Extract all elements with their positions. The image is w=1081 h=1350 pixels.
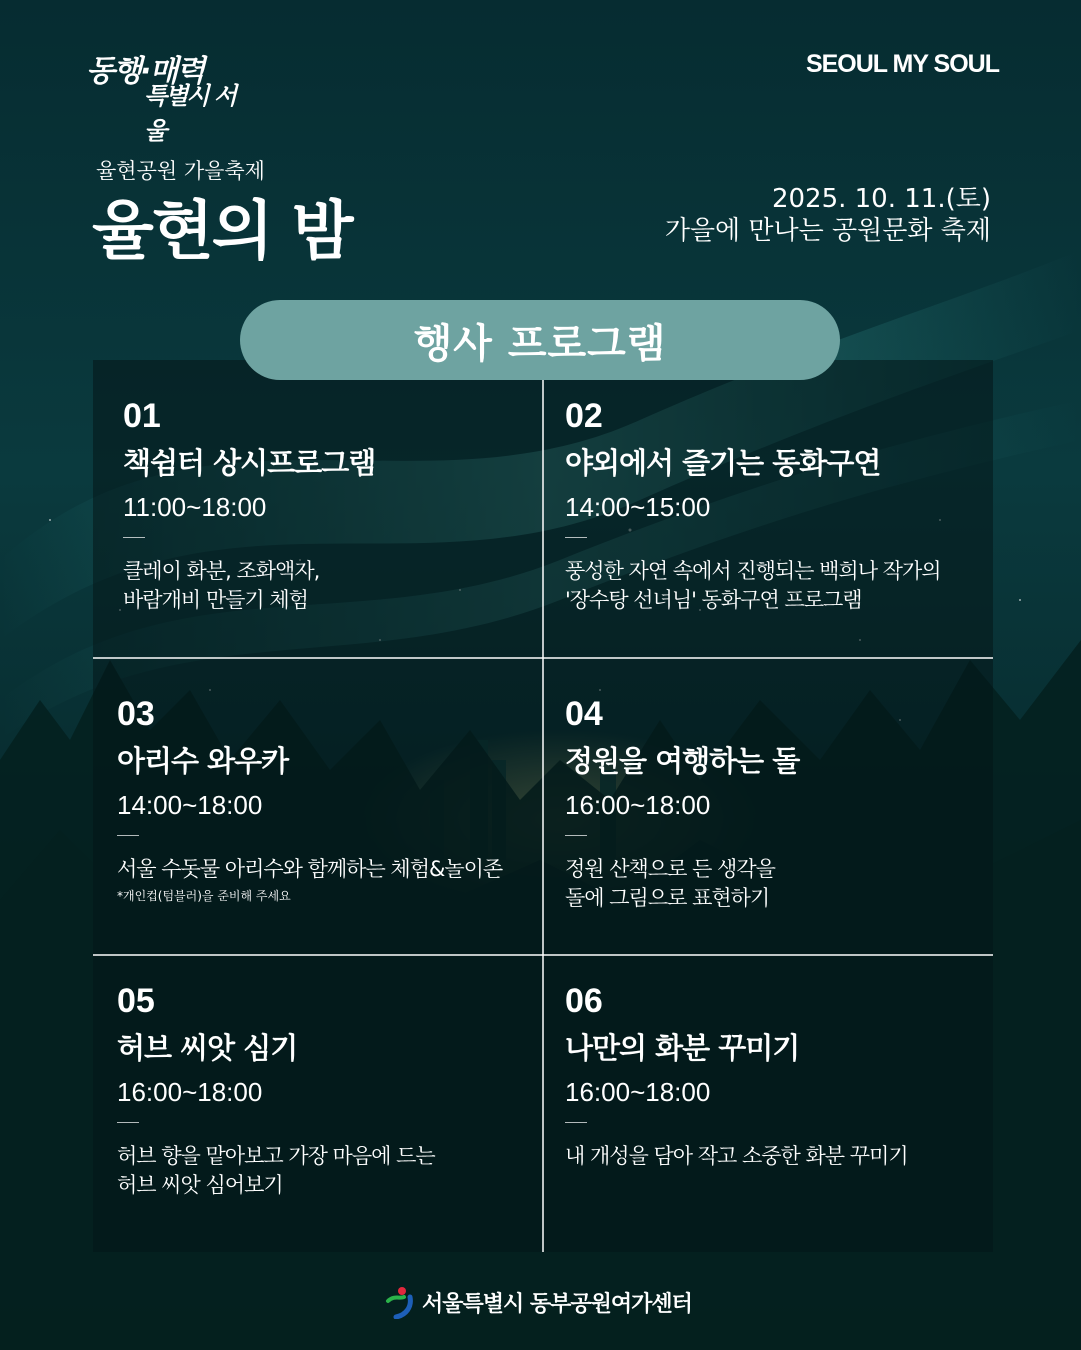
program-heading: 행사 프로그램 (240, 300, 840, 380)
program-description-line: 돌에 그림으로 표현하기 (565, 886, 770, 910)
event-info (665, 183, 991, 247)
program-number: 03 (117, 695, 155, 733)
program-note: *개인컵(텀블러)을 준비해 주세요 (117, 889, 291, 903)
program-dash (565, 537, 587, 538)
program-time: 11:00~18:00 (123, 492, 267, 522)
program-time: 14:00~15:00 (565, 492, 711, 522)
program-time: 16:00~18:00 (565, 1077, 711, 1107)
program-name: 아리수 와우카 (117, 744, 289, 778)
program-description-line: '장수탕 선녀님' 동화구연 프로그램 (565, 588, 862, 612)
program-description (117, 855, 502, 884)
program-description-line: 풍성한 자연 속에서 진행되는 백희나 작가의 (565, 559, 941, 583)
program-description (123, 557, 319, 615)
event-title: 율현의 밤 (92, 195, 352, 269)
program-number: 05 (117, 982, 155, 1020)
program-number: 04 (565, 695, 603, 733)
program-description-line: 정원 산책으로 든 생각을 (565, 857, 775, 881)
seoul-my-soul-logo: SEOUL MY SOUL (805, 50, 999, 78)
program-name: 허브 씨앗 심기 (117, 1031, 298, 1065)
program-time: 16:00~18:00 (117, 1077, 263, 1107)
event-tagline: 가을에 만나는 공원문화 축제 (664, 216, 991, 246)
program-description-line: 서울 수돗물 아리수와 함께하는 체험&놀이존 (117, 857, 503, 881)
program-dash (117, 835, 139, 836)
program-time: 16:00~18:00 (565, 790, 711, 820)
program-description-line: 클레이 화분, 조화액자, (123, 559, 320, 583)
program-description (565, 557, 941, 615)
program-name: 나만의 화분 꾸미기 (565, 1031, 800, 1065)
program-dash (123, 537, 145, 538)
program-number: 02 (565, 397, 603, 435)
program-dash (565, 835, 587, 836)
program-time: 14:00~18:00 (117, 790, 263, 820)
event-date: 2025. 10. 11.(토) (771, 184, 991, 214)
logo-line-2: 특별시 서울 (144, 82, 236, 145)
program-dash (565, 1122, 587, 1123)
program-name: 야외에서 즐기는 동화구연 (565, 446, 881, 480)
grid-divider-row-1 (93, 657, 993, 659)
program-description-line: 허브 향을 맡아보고 가장 마음에 드는 (117, 1144, 435, 1168)
program-name: 정원을 여행하는 돌 (565, 744, 800, 778)
program-description (565, 1142, 908, 1171)
program-name: 책쉼터 상시프로그램 (123, 446, 376, 480)
grid-divider-row-2 (93, 954, 993, 956)
program-description (117, 1142, 435, 1200)
event-subtitle: 율현공원 가을축제 (96, 159, 265, 183)
program-description (565, 855, 775, 913)
organization-name: 서울특별시 동부공원여가센터 (422, 1291, 692, 1317)
footer (384, 1284, 692, 1320)
grid-divider-vertical (542, 380, 544, 1252)
seoul-brand-logo (86, 46, 246, 145)
program-number: 06 (565, 982, 603, 1020)
program-description-line: 내 개성을 담아 작고 소중한 화분 꾸미기 (565, 1144, 908, 1168)
logo-line-1: 동행·매력 (86, 54, 204, 89)
program-dash (117, 1122, 139, 1123)
program-description-line: 허브 씨앗 심어보기 (117, 1173, 283, 1197)
program-number: 01 (123, 397, 161, 435)
seoul-emblem-icon (384, 1285, 418, 1319)
program-description-line: 바람개비 만들기 체험 (123, 588, 308, 612)
